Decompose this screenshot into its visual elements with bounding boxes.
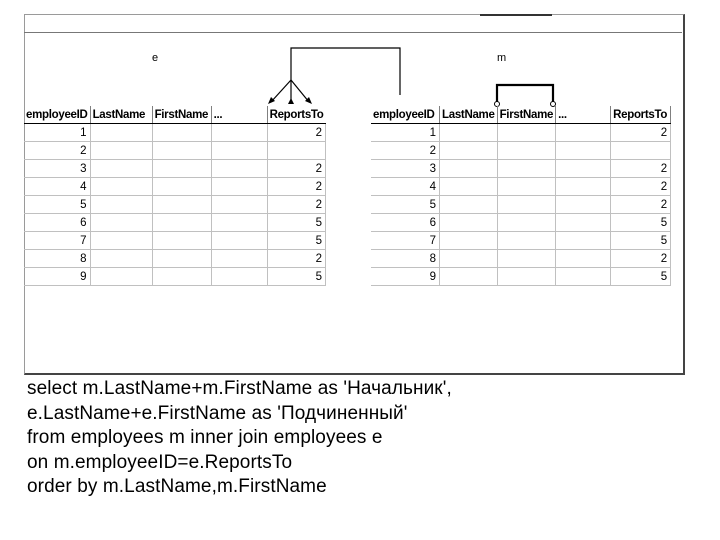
cell-reportsto[interactable]: 2 [611, 178, 671, 196]
cell-more[interactable] [556, 178, 611, 196]
cell-employeeid[interactable]: 1 [371, 124, 440, 142]
cell-firstname[interactable] [152, 178, 211, 196]
cell-lastname[interactable] [440, 178, 498, 196]
cell-firstname[interactable] [152, 250, 211, 268]
table-row[interactable] [371, 142, 671, 160]
column-header-reportsto[interactable]: ReportsTo [611, 106, 671, 124]
cell-reportsto[interactable]: 2 [267, 196, 325, 214]
cell-firstname[interactable] [152, 124, 211, 142]
cell-lastname[interactable] [440, 142, 498, 160]
cell-firstname[interactable] [152, 160, 211, 178]
table-row[interactable] [24, 160, 326, 178]
sql-line: from employees m inner join employees e [27, 427, 383, 448]
cell-employeeid[interactable]: 4 [371, 178, 440, 196]
alias-label-e: e [152, 52, 159, 64]
cell-lastname[interactable] [440, 196, 498, 214]
sql-line: select m.LastName+m.FirstName as 'Начальник', [27, 378, 452, 399]
column-header-employeeid[interactable]: employeeID [371, 106, 440, 124]
cell-more[interactable] [556, 268, 611, 286]
table-row[interactable] [371, 268, 671, 286]
sql-line: e.LastName+e.FirstName as 'Подчиненный' [27, 402, 408, 424]
cell-reportsto[interactable]: 2 [267, 178, 325, 196]
cell-more[interactable] [211, 124, 267, 142]
cell-reportsto[interactable]: 5 [267, 214, 325, 232]
cell-more[interactable] [556, 232, 611, 250]
cell-lastname[interactable] [90, 250, 152, 268]
cell-more[interactable] [556, 214, 611, 232]
cell-lastname[interactable] [90, 142, 152, 160]
table-row[interactable] [24, 124, 326, 142]
cell-reportsto[interactable]: 5 [611, 214, 671, 232]
cell-firstname[interactable] [497, 142, 556, 160]
cell-employeeid[interactable]: 5 [371, 196, 440, 214]
table-row[interactable] [371, 178, 671, 196]
cell-reportsto[interactable]: 2 [611, 124, 671, 142]
table-row[interactable] [24, 178, 326, 196]
cell-more[interactable] [211, 268, 267, 286]
column-header-reportsto[interactable]: ReportsTo [267, 106, 325, 124]
cell-more[interactable] [211, 178, 267, 196]
cell-more[interactable] [211, 160, 267, 178]
cell-firstname[interactable] [497, 178, 556, 196]
column-header-lastname[interactable]: LastName [90, 106, 152, 124]
cell-more[interactable] [211, 232, 267, 250]
cell-lastname[interactable] [90, 196, 152, 214]
table-row[interactable] [24, 268, 326, 286]
cell-employeeid[interactable]: 8 [24, 250, 90, 268]
cell-more[interactable] [211, 214, 267, 232]
table-row[interactable] [371, 232, 671, 250]
cell-reportsto[interactable]: 5 [611, 232, 671, 250]
cell-employeeid[interactable]: 7 [24, 232, 90, 250]
cell-reportsto[interactable] [611, 142, 671, 160]
table-row[interactable] [371, 160, 671, 178]
cell-employeeid[interactable]: 6 [371, 214, 440, 232]
cell-lastname[interactable] [440, 160, 498, 178]
sql-query-text [27, 377, 452, 500]
cell-employeeid[interactable]: 9 [24, 268, 90, 286]
table-row[interactable] [371, 124, 671, 142]
cell-lastname[interactable] [440, 124, 498, 142]
cell-lastname[interactable] [440, 214, 498, 232]
cell-firstname[interactable] [152, 232, 211, 250]
cell-employeeid[interactable]: 6 [24, 214, 90, 232]
table-row[interactable] [371, 196, 671, 214]
cell-employeeid[interactable]: 5 [24, 196, 90, 214]
cell-firstname[interactable] [497, 196, 556, 214]
table-row[interactable] [24, 250, 326, 268]
cell-lastname[interactable] [440, 232, 498, 250]
cell-firstname[interactable] [497, 160, 556, 178]
column-header-lastname[interactable]: LastName [440, 106, 498, 124]
column-header-employeeid[interactable]: employeeID [24, 106, 90, 124]
cell-lastname[interactable] [90, 214, 152, 232]
employees-grid-e [24, 106, 326, 286]
cell-more[interactable] [556, 160, 611, 178]
cell-reportsto[interactable]: 2 [267, 124, 325, 142]
cell-reportsto[interactable]: 2 [611, 196, 671, 214]
cell-reportsto[interactable]: 5 [267, 232, 325, 250]
cell-more[interactable] [211, 196, 267, 214]
cell-employeeid[interactable]: 4 [24, 178, 90, 196]
cell-lastname[interactable] [90, 160, 152, 178]
cell-firstname[interactable] [152, 214, 211, 232]
cell-employeeid[interactable]: 9 [371, 268, 440, 286]
cell-employeeid[interactable]: 8 [371, 250, 440, 268]
cell-reportsto[interactable] [267, 142, 325, 160]
cell-reportsto[interactable]: 5 [611, 268, 671, 286]
cell-employeeid[interactable]: 2 [371, 142, 440, 160]
sql-line: order by m.LastName,m.FirstName [27, 476, 327, 497]
cell-more[interactable] [211, 142, 267, 160]
cell-more[interactable] [556, 142, 611, 160]
grid-header-row [24, 106, 326, 124]
column-header-more[interactable]: ... [211, 106, 267, 124]
cell-lastname[interactable] [440, 250, 498, 268]
cell-lastname[interactable] [90, 124, 152, 142]
cell-employeeid[interactable]: 1 [24, 124, 90, 142]
cell-employeeid[interactable]: 2 [24, 142, 90, 160]
cell-more[interactable] [556, 196, 611, 214]
cell-reportsto[interactable]: 2 [611, 160, 671, 178]
cell-firstname[interactable] [497, 214, 556, 232]
cell-lastname[interactable] [440, 268, 498, 286]
cell-firstname[interactable] [497, 124, 556, 142]
cell-lastname[interactable] [90, 232, 152, 250]
table-row[interactable] [371, 214, 671, 232]
cell-reportsto[interactable]: 5 [267, 268, 325, 286]
sql-line: on m.employeeID=e.ReportsTo [27, 451, 293, 473]
cell-employeeid[interactable]: 7 [371, 232, 440, 250]
cell-more[interactable] [556, 250, 611, 268]
grid-header-row [371, 106, 671, 124]
cell-lastname[interactable] [90, 268, 152, 286]
cell-more[interactable] [556, 124, 611, 142]
table-row[interactable] [371, 250, 671, 268]
table-row[interactable] [24, 232, 326, 250]
alias-label-m: m [497, 52, 507, 64]
cell-employeeid[interactable]: 3 [24, 160, 90, 178]
column-header-firstname[interactable]: FirstName [152, 106, 211, 124]
cell-firstname[interactable] [497, 232, 556, 250]
cell-lastname[interactable] [90, 178, 152, 196]
column-header-firstname[interactable]: FirstName [497, 106, 556, 124]
cell-firstname[interactable] [152, 268, 211, 286]
cell-firstname[interactable] [152, 142, 211, 160]
table-row[interactable] [24, 142, 326, 160]
cell-firstname[interactable] [497, 268, 556, 286]
table-row[interactable] [24, 196, 326, 214]
cell-firstname[interactable] [152, 196, 211, 214]
cell-firstname[interactable] [497, 250, 556, 268]
table-row[interactable] [24, 214, 326, 232]
column-header-more[interactable]: ... [556, 106, 611, 124]
cell-reportsto[interactable]: 2 [611, 250, 671, 268]
cell-more[interactable] [211, 250, 267, 268]
cell-reportsto[interactable]: 2 [267, 250, 325, 268]
cell-employeeid[interactable]: 3 [371, 160, 440, 178]
cell-reportsto[interactable]: 2 [267, 160, 325, 178]
employees-grid-m [371, 106, 671, 286]
